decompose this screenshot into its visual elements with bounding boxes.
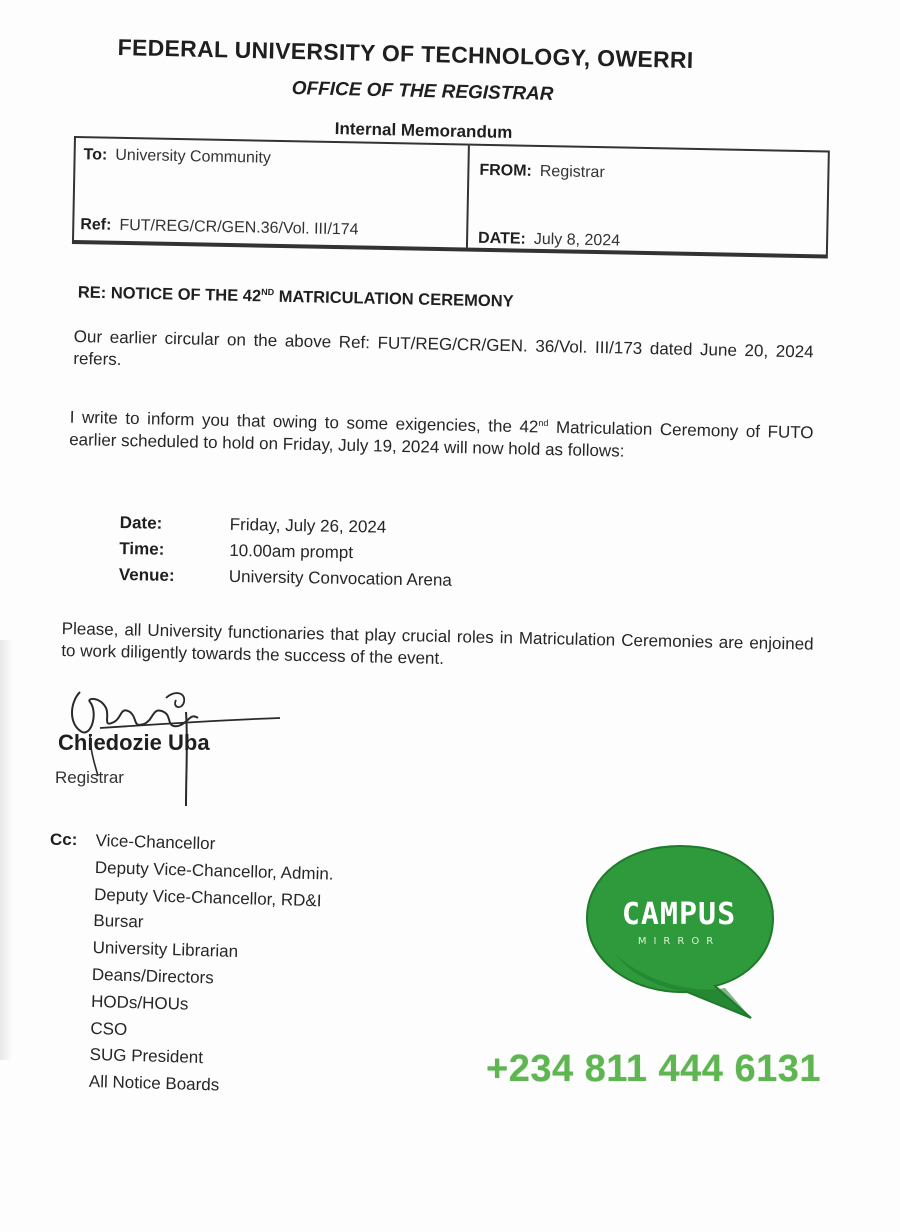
signer-title: Registrar xyxy=(55,768,124,787)
cc-item: Bursar xyxy=(93,911,144,932)
subject-prefix: RE: NOTICE OF THE 42 xyxy=(77,283,262,306)
page-edge-shadow xyxy=(0,640,14,1060)
memo-to-label: To: xyxy=(83,146,108,164)
cc-item: Deputy Vice-Chancellor, RD&I xyxy=(93,884,322,910)
subject-suffix: MATRICULATION CEREMONY xyxy=(273,287,514,311)
memo-ref-value: FUT/REG/CR/GEN.36/Vol. III/174 xyxy=(119,216,359,239)
ceremony-details xyxy=(119,510,453,594)
detail-value: University Convocation Arena xyxy=(228,566,453,590)
memo-header-box xyxy=(72,136,830,258)
memo-to xyxy=(83,146,271,168)
campus-mirror-logo xyxy=(575,842,785,1022)
cc-label: Cc: xyxy=(50,830,78,849)
memo-from xyxy=(479,162,605,182)
detail-value: Friday, July 26, 2024 xyxy=(229,514,387,537)
memo-box-divider xyxy=(466,146,470,248)
office-name: OFFICE OF THE REGISTRAR xyxy=(291,78,554,105)
watermark-brand: CAMPUS xyxy=(621,897,737,932)
paragraph-notice xyxy=(69,402,814,466)
detail-venue xyxy=(119,562,452,594)
notice-text-b: Matriculation Ceremony of FUTO earlier scheduled to hold on Friday, July 19, 2024 will now hold as follows: xyxy=(69,417,814,461)
signer-name: Chiedozie Uba xyxy=(58,730,210,755)
memo-ref xyxy=(80,216,359,239)
chat-bubble-icon xyxy=(587,846,773,1018)
subject-ordinal: ND xyxy=(261,286,275,298)
detail-value: 10.00am prompt xyxy=(229,540,354,563)
memo-date xyxy=(478,230,620,251)
cc-item: HODs/HOUs xyxy=(90,991,189,1014)
institution-name: FEDERAL UNIVERSITY OF TECHNOLOGY, OWERRI xyxy=(117,34,694,74)
paragraph-instruction: Please, all University functionaries that play crucial roles in Matriculation Ceremonies are enjoined to work diligently towards the success of the event. xyxy=(61,618,814,669)
cc-list xyxy=(89,828,436,1105)
detail-label: Date: xyxy=(119,512,163,533)
memo-date-value: July 8, 2024 xyxy=(533,230,621,250)
memo-ref-label: Ref: xyxy=(80,216,112,234)
cc-item: All Notice Boards xyxy=(88,1072,220,1095)
cc-item: Vice-Chancellor xyxy=(95,830,216,854)
memo-from-label: FROM: xyxy=(479,161,533,180)
detail-label: Time: xyxy=(119,538,165,559)
watermark-phone: +234 811 444 6131 xyxy=(486,1048,822,1090)
memo-type: Internal Memorandum xyxy=(334,119,513,143)
memo-subject xyxy=(78,283,514,312)
cc-item: Deputy Vice-Chancellor, Admin. xyxy=(94,857,334,884)
detail-label: Venue: xyxy=(118,564,175,585)
cc-item: Deans/Directors xyxy=(91,964,215,988)
cc-item: SUG President xyxy=(89,1045,204,1068)
cc-item: University Librarian xyxy=(92,938,239,962)
memo-date-label: DATE: xyxy=(477,229,526,248)
watermark-brand-sub: MIRROR xyxy=(637,936,721,947)
paragraph-reference: Our earlier circular on the above Ref: FUT/REG/CR/GEN. 36/Vol. III/173 dated June 20, 2024 refers. xyxy=(73,326,814,369)
notice-text-a: I write to inform you that owing to some exigencies, the 42 xyxy=(69,407,539,437)
cc-item: CSO xyxy=(90,1018,128,1039)
notice-ordinal: nd xyxy=(538,417,549,429)
memo-from-value: Registrar xyxy=(539,162,605,182)
memo-to-value: University Community xyxy=(115,146,272,167)
